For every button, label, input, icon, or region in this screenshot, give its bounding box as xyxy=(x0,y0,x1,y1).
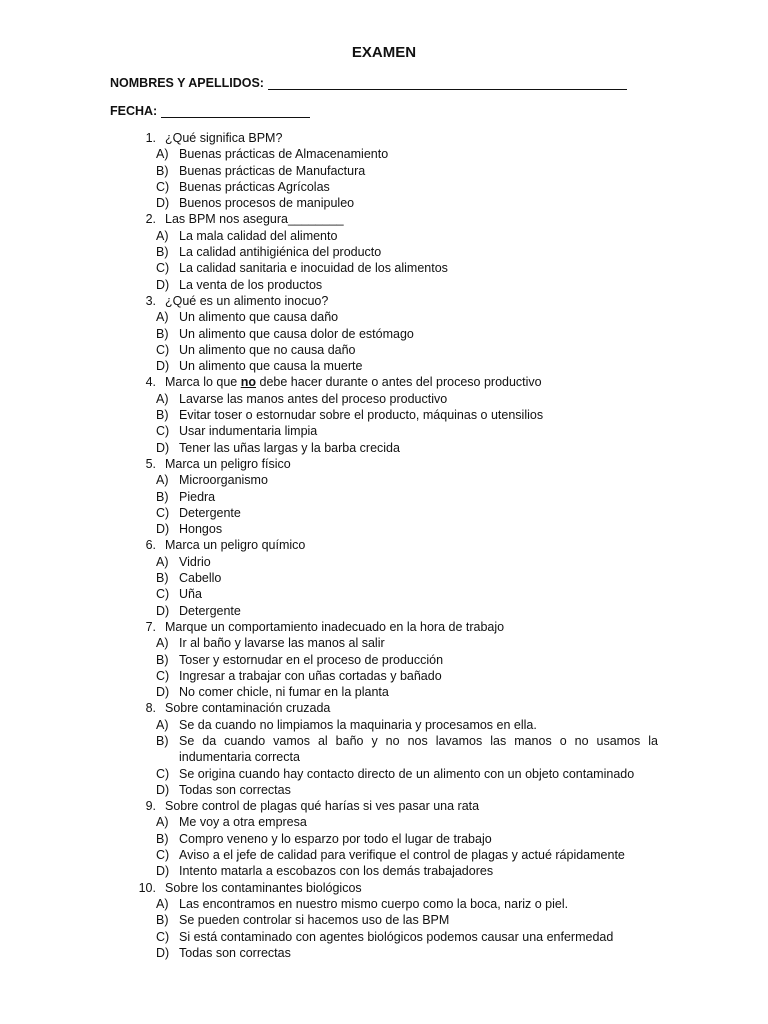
option-letter: A) xyxy=(156,391,169,406)
option-text: Evitar toser o estornudar sobre el producto, máquinas o utensilios xyxy=(179,408,544,423)
answer-option[interactable] xyxy=(110,896,658,912)
option-text: La calidad antihigiénica del producto xyxy=(179,245,382,260)
option-list xyxy=(110,814,658,879)
option-letter: D) xyxy=(156,522,170,537)
answer-option[interactable] xyxy=(110,423,658,439)
option-letter: C) xyxy=(156,261,170,276)
question-item xyxy=(110,880,658,961)
answer-option[interactable] xyxy=(110,244,658,260)
option-text: Buenas prácticas de Manufactura xyxy=(179,163,366,178)
answer-option[interactable] xyxy=(110,668,658,684)
option-list xyxy=(110,472,658,537)
option-letter: D) xyxy=(156,864,170,879)
option-letter: B) xyxy=(156,489,169,504)
option-list xyxy=(110,554,658,619)
option-text: La mala calidad del alimento xyxy=(179,228,338,243)
answer-option[interactable] xyxy=(110,521,658,537)
question-number: 6. xyxy=(145,538,156,553)
option-text: Ingresar a trabajar con uñas cortadas y bañado xyxy=(179,668,442,683)
option-text: Un alimento que causa la muerte xyxy=(179,359,363,374)
option-letter: C) xyxy=(156,342,170,357)
question-text: Sobre control de plagas qué harías si ves pasar una rata xyxy=(165,799,480,814)
question-row xyxy=(110,537,658,553)
option-letter: C) xyxy=(156,424,170,439)
option-text: La calidad sanitaria e inocuidad de los alimentos xyxy=(179,261,448,276)
option-text: Las encontramos en nuestro mismo cuerpo como la boca, nariz o piel. xyxy=(179,896,569,911)
option-letter: C) xyxy=(156,668,170,683)
option-letter: C) xyxy=(156,766,170,781)
question-row xyxy=(110,130,658,146)
answer-option[interactable] xyxy=(110,326,658,342)
answer-option[interactable] xyxy=(110,586,658,602)
option-text: La venta de los productos xyxy=(179,277,323,292)
option-letter: D) xyxy=(156,440,170,455)
option-list xyxy=(110,896,658,961)
answer-option[interactable] xyxy=(110,342,658,358)
question-number: 5. xyxy=(145,456,156,471)
answer-option[interactable] xyxy=(110,847,658,863)
question-row xyxy=(110,374,658,390)
question-text: Marque un comportamiento inadecuado en la hora de trabajo xyxy=(165,619,505,634)
option-text: Piedra xyxy=(179,489,216,504)
option-text: Intento matarla a escobazos con los demás trabajadores xyxy=(179,864,494,879)
option-list xyxy=(110,309,658,374)
option-text: Todas son correctas xyxy=(179,945,291,960)
option-text: Uña xyxy=(179,587,202,602)
question-text-post: debe hacer durante o antes del proceso productivo xyxy=(256,375,542,390)
option-list xyxy=(110,635,658,700)
option-letter: A) xyxy=(156,815,169,830)
names-field xyxy=(110,76,627,90)
answer-option[interactable] xyxy=(110,554,658,570)
option-text: Ir al baño y lavarse las manos al salir xyxy=(179,636,385,651)
question-item xyxy=(110,456,658,537)
answer-option[interactable] xyxy=(110,912,658,928)
answer-option[interactable] xyxy=(110,179,658,195)
question-text: Las BPM nos asegura________ xyxy=(165,212,344,227)
answer-option[interactable] xyxy=(110,472,658,488)
answer-option[interactable] xyxy=(110,228,658,244)
option-text: Toser y estornudar en el proceso de producción xyxy=(179,652,444,667)
option-letter: B) xyxy=(156,652,169,667)
option-text: Buenas prácticas de Almacenamiento xyxy=(179,147,389,162)
question-text: Sobre los contaminantes biológicos xyxy=(165,880,362,895)
option-letter: D) xyxy=(156,196,170,211)
question-row xyxy=(110,700,658,716)
option-letter: B) xyxy=(156,163,169,178)
answer-option[interactable] xyxy=(110,391,658,407)
option-text: Aviso a el jefe de calidad para verifique el control de plagas y actué rápidamente xyxy=(179,848,625,863)
date-field xyxy=(110,104,310,118)
option-letter: B) xyxy=(156,913,169,928)
option-letter: D) xyxy=(156,603,170,618)
option-text: No comer chicle, ni fumar en la planta xyxy=(179,685,389,700)
answer-option[interactable] xyxy=(110,505,658,521)
option-list xyxy=(110,146,658,211)
question-item xyxy=(110,211,658,292)
option-list xyxy=(110,717,658,798)
answer-option[interactable] xyxy=(110,652,658,668)
option-text: Cabello xyxy=(179,571,222,586)
option-text: Tener las uñas largas y la barba crecida xyxy=(179,440,400,455)
option-letter: D) xyxy=(156,359,170,374)
answer-option[interactable] xyxy=(110,814,658,830)
question-number: 2. xyxy=(145,212,156,227)
answer-option[interactable] xyxy=(110,635,658,651)
question-row xyxy=(110,211,658,227)
question-list xyxy=(110,130,658,961)
question-text: Sobre contaminación cruzada xyxy=(165,701,331,716)
answer-option[interactable] xyxy=(110,603,658,619)
question-number: 4. xyxy=(145,375,156,390)
option-letter: B) xyxy=(156,571,169,586)
option-letter: C) xyxy=(156,929,170,944)
answer-option[interactable] xyxy=(110,309,658,325)
question-item xyxy=(110,293,658,374)
answer-option[interactable] xyxy=(110,766,658,782)
answer-option[interactable] xyxy=(110,277,658,293)
option-letter: C) xyxy=(156,179,170,194)
option-text: Buenas prácticas Agrícolas xyxy=(179,179,330,194)
answer-option[interactable] xyxy=(110,929,658,945)
option-text: Un alimento que causa dolor de estómago xyxy=(179,326,414,341)
question-row xyxy=(110,880,658,896)
question-row xyxy=(110,619,658,635)
option-letter: B) xyxy=(156,245,169,260)
answer-option[interactable] xyxy=(110,260,658,276)
answer-option[interactable] xyxy=(110,407,658,423)
option-text: Todas son correctas xyxy=(179,782,291,797)
option-text: Se da cuando no limpiamos la maquinaria y procesamos en ella. xyxy=(179,717,537,732)
date-label: FECHA: xyxy=(110,104,158,118)
option-letter: B) xyxy=(156,326,169,341)
question-text: ¿Qué es un alimento inocuo? xyxy=(165,293,329,308)
names-label: NOMBRES Y APELLIDOS: xyxy=(110,76,264,90)
question-text-emphasis: no xyxy=(240,375,257,390)
question-row xyxy=(110,293,658,309)
answer-option[interactable] xyxy=(110,782,658,798)
date-blank-line[interactable] xyxy=(161,105,310,118)
answer-option[interactable] xyxy=(110,163,658,179)
option-list xyxy=(110,228,658,293)
option-text: Si está contaminado con agentes biológicos podemos causar una enfermedad xyxy=(179,929,614,944)
option-text: Se pueden controlar si hacemos uso de las BPM xyxy=(179,913,450,928)
option-list xyxy=(110,391,658,456)
answer-option[interactable] xyxy=(110,489,658,505)
option-letter: B) xyxy=(156,408,169,423)
option-letter: C) xyxy=(156,587,170,602)
question-text-pre: Marca lo que xyxy=(165,375,241,390)
question-number: 9. xyxy=(145,799,156,814)
names-blank-line[interactable] xyxy=(268,77,627,90)
question-number: 7. xyxy=(145,619,156,634)
option-letter: A) xyxy=(156,896,169,911)
page-title: EXAMEN xyxy=(351,44,417,61)
option-text: Detergente xyxy=(179,603,241,618)
question-item xyxy=(110,130,658,211)
option-letter: D) xyxy=(156,782,170,797)
answer-option[interactable] xyxy=(110,440,658,456)
option-letter: B) xyxy=(156,733,169,748)
answer-option[interactable] xyxy=(110,945,658,961)
option-text: Usar indumentaria limpia xyxy=(179,424,318,439)
answer-option[interactable] xyxy=(110,146,658,162)
question-item xyxy=(110,700,658,798)
option-text: Un alimento que causa daño xyxy=(179,310,339,325)
option-letter: A) xyxy=(156,147,169,162)
question-item xyxy=(110,619,658,700)
option-letter: A) xyxy=(156,310,169,325)
question-row xyxy=(110,456,658,472)
question-text: Marca un peligro físico xyxy=(165,456,291,471)
option-letter: A) xyxy=(156,717,169,732)
option-text: Lavarse las manos antes del proceso productivo xyxy=(179,391,448,406)
question-text: ¿Qué significa BPM? xyxy=(165,131,283,145)
option-text: Se origina cuando hay contacto directo de un alimento con un objeto contaminado xyxy=(179,766,635,781)
option-text: Hongos xyxy=(179,522,223,537)
option-letter: A) xyxy=(156,473,169,488)
option-text: Un alimento que no causa daño xyxy=(179,342,356,357)
question-row xyxy=(110,798,658,814)
option-text: Microorganismo xyxy=(179,473,268,488)
option-letter: A) xyxy=(156,228,169,243)
option-text: Detergente xyxy=(179,505,241,520)
option-letter: B) xyxy=(156,831,169,846)
answer-option[interactable] xyxy=(110,570,658,586)
option-letter: D) xyxy=(156,685,170,700)
question-item xyxy=(110,537,658,618)
answer-option[interactable] xyxy=(110,195,658,211)
answer-option[interactable] xyxy=(110,717,658,733)
question-item xyxy=(110,798,658,879)
option-text: Me voy a otra empresa xyxy=(179,815,307,830)
answer-option[interactable] xyxy=(110,684,658,700)
answer-option[interactable] xyxy=(110,733,658,766)
option-letter: D) xyxy=(156,945,170,960)
option-letter: A) xyxy=(156,636,169,651)
answer-option[interactable] xyxy=(110,863,658,879)
question-number: 3. xyxy=(145,293,156,308)
option-letter: A) xyxy=(156,554,169,569)
option-text: Buenos procesos de manipuleo xyxy=(179,196,355,211)
question-number: 10. xyxy=(138,880,156,895)
question-text xyxy=(156,374,542,390)
answer-option[interactable] xyxy=(110,358,658,374)
question-number: 1. xyxy=(145,131,156,145)
option-text: Se da cuando vamos al baño y no nos lavamos las manos o no usamos la indumentaria correcta xyxy=(179,733,658,765)
question-number: 8. xyxy=(145,701,156,716)
option-text: Compro veneno y lo esparzo por todo el lugar de trabajo xyxy=(179,831,492,846)
option-text: Vidrio xyxy=(179,554,211,569)
question-text: Marca un peligro químico xyxy=(165,538,306,553)
question-item xyxy=(110,374,658,455)
answer-option[interactable] xyxy=(110,831,658,847)
option-letter: D) xyxy=(156,277,170,292)
option-letter: C) xyxy=(156,505,170,520)
option-letter: C) xyxy=(156,848,170,863)
